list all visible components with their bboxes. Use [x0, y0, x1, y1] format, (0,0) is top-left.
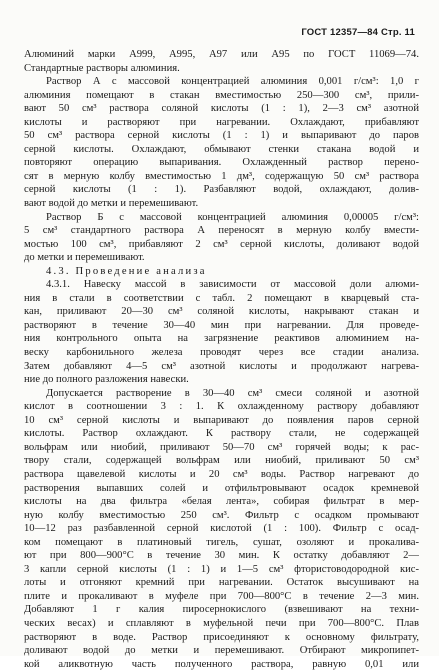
text-line: твору стали, содержащей вольфрам или ниобий, приливают 50 см³	[24, 455, 419, 467]
text-line: 5 см³ стандартного раствора А переносят в мерную колбу вмести-	[24, 225, 419, 237]
text-line: кислоты на два фильтра «белая лента», собирая фильтрат в мер-	[24, 496, 419, 508]
text-line: ние до полного разложения навески.	[24, 374, 189, 386]
text-line: веску карбонильного железа проводят через все стадии анализа.	[24, 347, 419, 359]
body-text	[24, 48, 419, 671]
text-line: кан, приливают 20—30 см³ соляной кислоты, накрывают стакан и	[24, 306, 419, 318]
text-line: Раствор А с массовой концентрацией алюминия 0,001 г/см³: 1,0 г	[46, 76, 419, 88]
text-line: растворения выпавших солей и отфильтровывают осадок кремневой	[24, 482, 419, 494]
text-line: Раствор Б с массовой концентрацией алюминия 0,00005 г/см³:	[46, 211, 419, 223]
page-header: ГОСТ 12357—84 Стр. 11	[301, 27, 415, 38]
text-line: ком помещают в платиновый тигель, сушат, озоляют и прокалива-	[24, 536, 419, 548]
text-line: растворяют в течение 30—40 мин при нагревании. Для проведе-	[24, 319, 419, 331]
text-line: серной кислоты (1 : 1). Разбавляют водой, охлаждают, долив-	[24, 184, 419, 196]
text-line: Допускается растворение в 30—40 см³ смеси соляной и азотной	[46, 387, 419, 399]
text-line: вольфрам или ниобий, приливают 50—70 см³ горячей воды; к рас-	[24, 441, 419, 453]
text-line: до метки и перемешивают.	[24, 252, 145, 264]
text-line: мостью 100 см³, прибавляют 2 см³ серной кислоты, доливают водой	[24, 238, 419, 250]
text-line: ную колбу вместимостью 250 см³. Фильтр с осадком промывают	[24, 509, 419, 521]
text-line: плите и прокаливают в муфеле при 700—800°С в течение 2—3 мин.	[24, 590, 419, 602]
text-line: кой аликвотную часть полученного раствора, равную 0,01 или	[24, 658, 419, 670]
text-line: повторяют операцию выпаривания. Охлажденный раствор перено-	[24, 157, 419, 169]
text-line: доливают водой до метки и перемешивают. Отбирают микропипет-	[24, 645, 419, 657]
text-line: 4.3.1. Навеску массой в зависимости от массовой доли алюми-	[46, 279, 419, 291]
text-line: ют при 800—900°С в течение 30 мин. К остатку добавляют 2—	[24, 550, 419, 562]
text-line: Затем добавляют 4—5 см³ азотной кислоты и продолжают нагрева-	[24, 360, 419, 372]
text-line: ческих весах) и сплавляют в муфельной печи при 700—800°С. Плав	[24, 617, 419, 629]
text-line: растворяют в воде. Раствор присоединяют к основному фильтрату,	[24, 631, 419, 643]
text-line: вают водой до метки и перемешивают.	[24, 198, 199, 210]
text-line: вают 50 см³ раствора соляной кислоты (1 : 1), 2—3 см³ азотной	[24, 103, 419, 115]
text-line: раствора щавелевой кислоты и 20 см³ воды. Раствор нагревают до	[24, 468, 419, 480]
text-line: 3 капли серной кислоты (1 : 1) и 1—5 см³ фтористоводородной кис-	[24, 563, 419, 575]
text-line: сят в мерную колбу вместимостью 1 дм³, содержащую 50 см³ раствора	[24, 170, 419, 182]
text-line: ния в стали в соответствии с табл. 2 помещают в кварцевый ста-	[24, 292, 419, 304]
text-line: Добавляют 1 г калия пиросернокислого (взвешивают на техни-	[24, 604, 419, 616]
text-line: Стандартные растворы алюминия.	[24, 62, 180, 74]
section-heading: 4.3. Проведение анализа	[46, 265, 207, 277]
text-line: 50 см³ раствора серной кислоты (1 : 1) и выпаривают до паров	[24, 130, 419, 142]
text-line: кислоты. Раствор охлаждают. К раствору стали, не содержащей	[24, 428, 419, 440]
text-line: 10 см³ серной кислоты и выпаривают до появления паров серной	[24, 414, 419, 426]
text-line: Алюминий марки А999, А995, А97 или А95 по ГОСТ 11069—74.	[24, 49, 419, 60]
text-line: ния контрольного опыта на загрязнение реактивов алюминием на-	[24, 333, 419, 345]
text-line: алюминия помещают в стакан вместимостью 250—300 см³, прили-	[24, 89, 419, 101]
text-line: кислот в соотношении 3 : 1. К охлажденному раствору добавляют	[24, 401, 419, 413]
text-line: 10—12 раз разбавленной серной кислотой (1 : 100). Фильтр с осад-	[24, 523, 419, 535]
text-line: лоты и отгоняют кремний при нагревании. Остаток высушивают на	[24, 577, 419, 589]
text-line: серной кислоты. Охлаждают, обмывают стенки стакана водой и	[24, 143, 419, 155]
text-line: кислоты и растворяют при нагревании. Охлаждают, прибавляют	[24, 116, 419, 128]
